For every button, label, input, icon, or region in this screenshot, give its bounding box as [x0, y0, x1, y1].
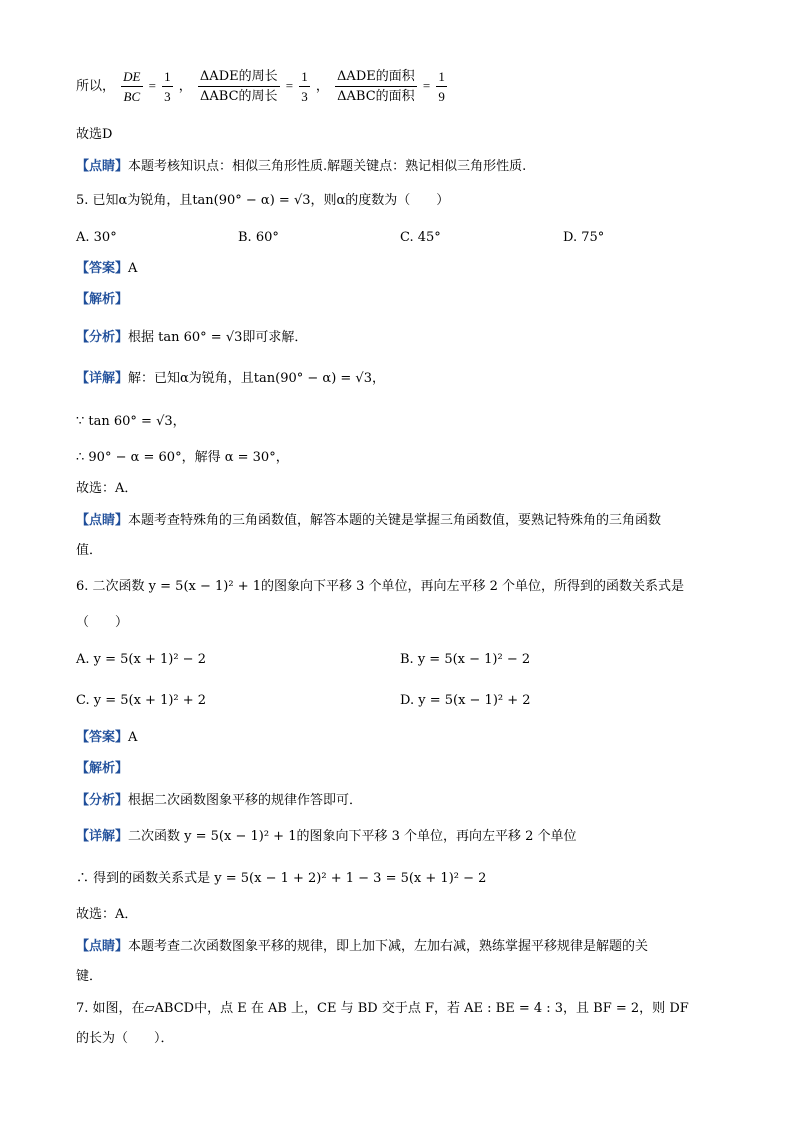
- q5-option-d: D. 75°: [563, 230, 605, 245]
- q6-fenxi: 【分析】根据二次函数图象平移的规律作答即可．: [76, 793, 363, 808]
- fraction-one-third-a: $\frac{1}{3}$: [164, 69, 171, 104]
- q5-dianjing: 【点睛】本题考查特殊角的三角函数值，解答本题的关键是掌握三角函数值，要熟记特殊角的三角函数: [76, 513, 662, 528]
- q6-choose: 故选：A．: [76, 907, 138, 922]
- q5-jiexi: 【解析】: [76, 292, 129, 307]
- q7-stem: 7. 如图，在▱ABCD中，点 E 在 AB 上，CE 与 BD 交于点 F，若 AE : BE = 4 : 3，且 BF = 2，则 DF: [76, 1001, 689, 1016]
- q6-answer: 【答案】A: [76, 730, 138, 745]
- q6-dianjing: 【点睛】本题考查二次函数图象平移的规律，即上加下减，左加右减，熟练掌握平移规律是解题的关: [76, 939, 649, 954]
- fraction-de-bc: $\frac{DE}{BC}$: [123, 69, 141, 104]
- q6-step1: ∴ 得到的函数关系式是 y = 5(x − 1 + 2)² + 1 − 3 = 5(x + 1)² − 2: [76, 871, 487, 886]
- q5-dianjing-cont: 值．: [76, 543, 103, 558]
- q6-dianjing-cont: 键．: [76, 969, 103, 984]
- q5-choose: 故选：A．: [76, 481, 138, 496]
- fraction-one-ninth: $\frac{1}{9}$: [438, 69, 445, 104]
- q6-option-c: C. y = 5(x + 1)² + 2: [76, 693, 207, 708]
- q5-option-b: B. 60°: [238, 230, 279, 245]
- q5-option-a: A. 30°: [76, 230, 117, 245]
- q5-step1: ∵ tan 60° = √3，: [76, 414, 186, 429]
- q5-answer: 【答案】A: [76, 261, 138, 276]
- q6-jiexi: 【解析】: [76, 761, 129, 776]
- q6-option-d: D. y = 5(x − 1)² + 2: [400, 693, 531, 708]
- fraction-area-ratio: $\frac{\text{ΔADE的面积}}{\text{ΔABC的面积}}$: [337, 69, 415, 104]
- fraction-one-third-b: $\frac{1}{3}$: [301, 69, 308, 104]
- so-text: 所以，: [76, 79, 116, 94]
- q5-fenxi: 【分析】根据 tan 60° = √3即可求解．: [76, 330, 308, 345]
- q5-xiangjie: 【详解】解：已知α为锐角，且tan(90° − α) = √3，: [76, 371, 385, 386]
- q6-xiangjie: 【详解】二次函数 y = 5(x − 1)² + 1的图象向下平移 3 个单位，再向左平移 2 个单位: [76, 829, 577, 844]
- q6-option-b: B. y = 5(x − 1)² − 2: [400, 652, 531, 667]
- q5-option-c: C. 45°: [400, 230, 441, 245]
- q5-step2: ∴ 90° − α = 60°，解得 α = 30°，: [76, 450, 289, 465]
- conclusion-line: 所以， $\frac{DE}{BC}$ = $\frac{1}{3}$ ， $\frac{\text{ΔADE的周长}}{\text{ΔABC的周长}}$ = $\frac{1}{3}$ ， $\frac{\text{ΔADE的面积}}{\text{ΔABC的面积}}$ = $\frac{1}{9}$: [76, 69, 445, 104]
- choose-d: 故选D: [76, 127, 113, 142]
- q6-option-a: A. y = 5(x + 1)² − 2: [76, 652, 206, 667]
- q5-stem: 5. 已知α为锐角，且tan(90° − α) = √3，则α的度数为（ ）: [76, 193, 450, 208]
- dianjing-q4: 【点睛】本题考核知识点：相似三角形性质.解题关键点：熟记相似三角形性质.: [76, 159, 527, 174]
- q6-stem: 6. 二次函数 y = 5(x − 1)² + 1的图象向下平移 3 个单位，再向左平移 2 个单位，所得到的函数关系式是: [76, 579, 685, 594]
- q7-stem-cont: 的长为（ ）．: [76, 1031, 174, 1046]
- fraction-perimeter-ratio: $\frac{\text{ΔADE的周长}}{\text{ΔABC的周长}}$: [199, 69, 278, 104]
- q6-stem-cont: （ ）: [76, 615, 129, 630]
